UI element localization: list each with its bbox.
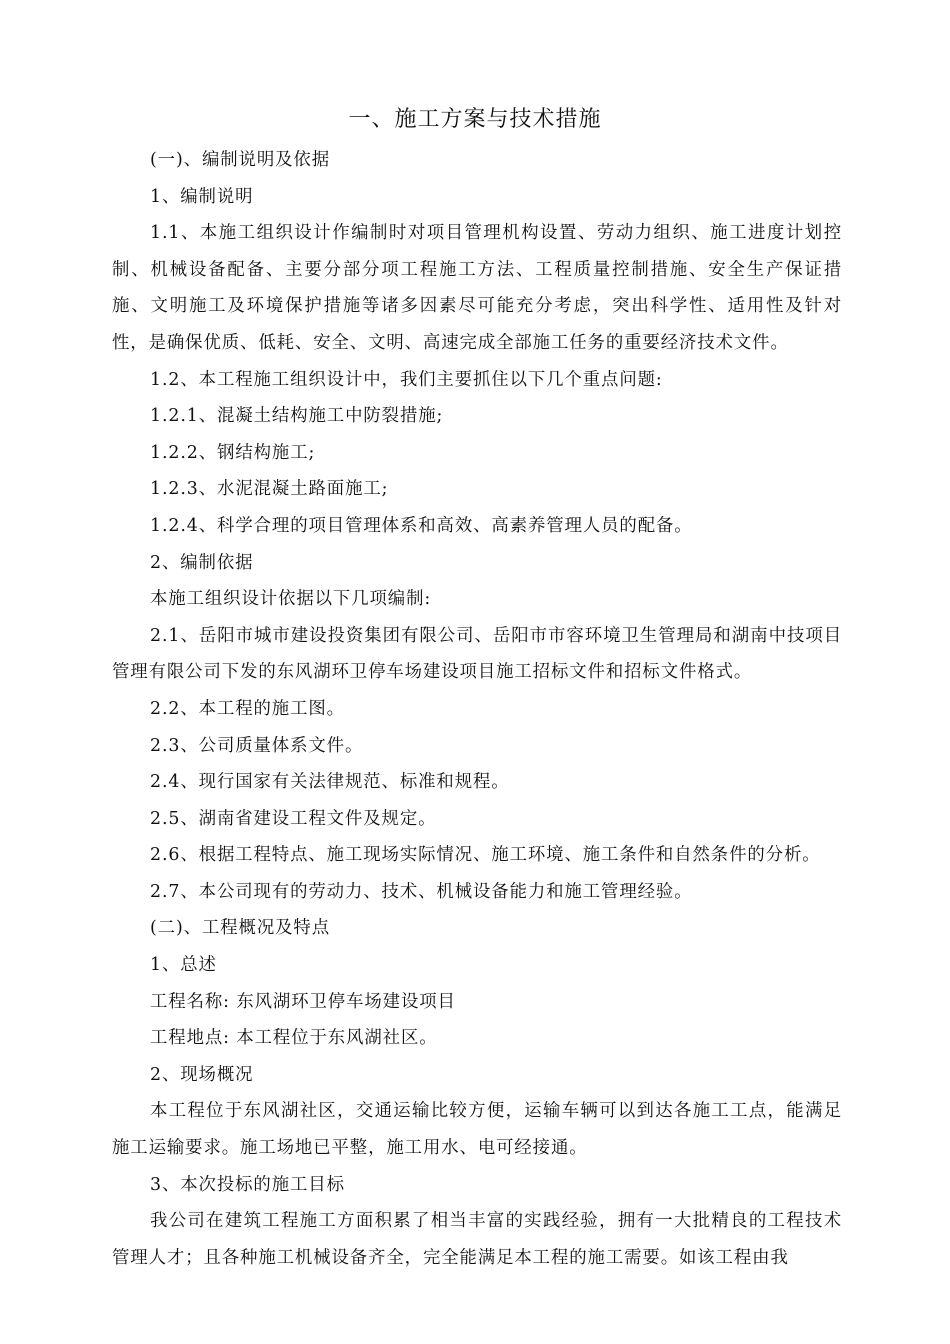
paragraph: 本施工组织设计依据以下几项编制:	[150, 589, 432, 610]
list-item: 2.4、现行国家有关法律规范、标准和规程。	[150, 772, 510, 793]
document-title: 一、施工方案与技术措施	[348, 107, 602, 132]
section-heading: (一)、编制说明及依据	[150, 150, 330, 170]
section-heading: (二)、工程概况及特点	[150, 918, 330, 939]
list-item: 1.2.4、科学合理的项目管理体系和高效、高素养管理人员的配备。	[150, 515, 693, 536]
subsection-heading: 1、编制说明	[150, 186, 254, 207]
paragraph: 本工程位于东风湖社区，交通运输比较方便，运输车辆可以到达各施工工点，能满足施工运输要求。施工场地已平整，施工用水、电可经接通。	[112, 1101, 842, 1159]
list-item: 1.2.2、钢结构施工;	[150, 442, 316, 463]
list-item: 2.1、岳阳市城市建设投资集团有限公司、岳阳市市容环境卫生管理局和湖南中技项目管理有限公司下发的东风湖环卫停车场建设项目施工招标文件和招标文件格式。	[112, 625, 842, 683]
list-item: 2.2、本工程的施工图。	[150, 698, 345, 719]
paragraph: 1.2、本工程施工组织设计中，我们主要抓住以下几个重点问题:	[150, 369, 663, 390]
subsection-heading: 2、编制依据	[150, 552, 254, 573]
list-item: 2.6、根据工程特点、施工现场实际情况、施工环境、施工条件和自然条件的分析。	[150, 845, 821, 866]
subsection-heading: 1、总述	[150, 955, 217, 976]
paragraph: 1.1、本施工组织设计作编制时对项目管理机构设置、劳动力组织、施工进度计划控制、机械设备配备、主要分部分项工程施工方法、工程质量控制措施、安全生产保证措施、文明施工及环境保护措施等诸多因素尽可能充分考虑，突出科学性、适用性及针对性，是确保优质、低耗、安全、文明、高速完成全部施工任务的重要经济技术文件。	[112, 223, 842, 353]
list-item: 2.5、湖南省建设工程文件及规定。	[150, 808, 437, 829]
subsection-heading: 2、现场概况	[150, 1064, 254, 1085]
paragraph: 工程地点: 本工程位于东风湖社区。	[150, 1028, 438, 1049]
paragraph: 工程名称: 东风湖环卫停车场建设项目	[150, 991, 456, 1012]
document-body	[112, 142, 842, 1276]
list-item: 2.7、本公司现有的劳动力、技术、机械设备能力和施工管理经验。	[150, 881, 693, 902]
paragraph: 我公司在建筑工程施工方面积累了相当丰富的实践经验，拥有一大批精良的工程技术管理人才；且各种施工机械设备齐全，完全能满足本工程的施工需要。如该工程由我	[112, 1211, 842, 1268]
list-item: 2.3、公司质量体系文件。	[150, 735, 364, 756]
list-item: 1.2.3、水泥混凝土路面施工;	[150, 479, 389, 500]
list-item: 1.2.1、混凝土结构施工中防裂措施;	[150, 406, 444, 427]
subsection-heading: 3、本次投标的施工目标	[150, 1174, 345, 1195]
